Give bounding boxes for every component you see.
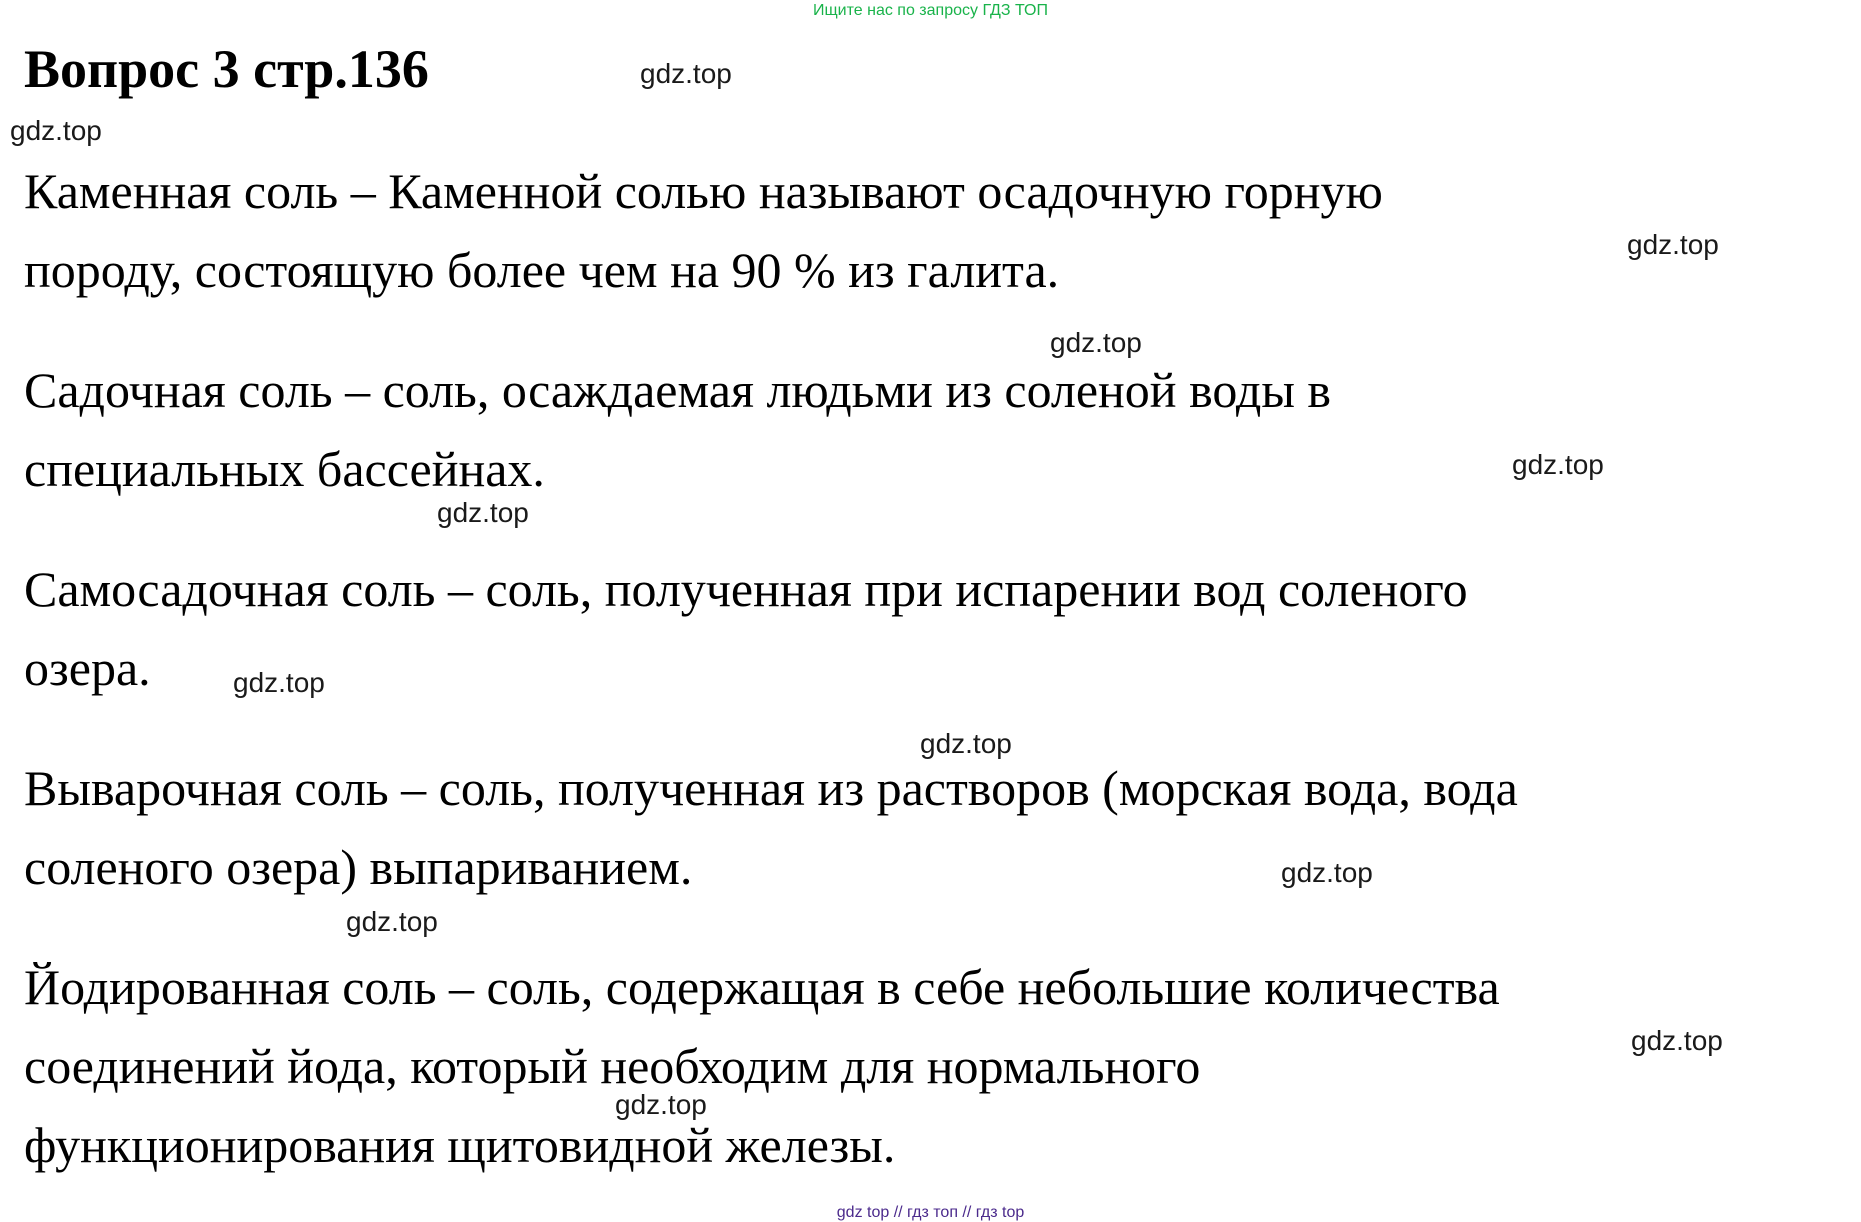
paragraph-iodized-salt [24,948,1500,1185]
paragraph-line: породу, состоящую более чем на 90 % из галита. [24,242,1060,298]
watermark: gdz.top [1050,327,1142,358]
footer-links[interactable]: gdz top // гдз топ // гдз top [836,1204,1025,1221]
watermark: gdz.top [920,728,1012,759]
watermark: gdz.top [1512,449,1604,480]
watermark: gdz.top [346,906,438,937]
page-title: Вопрос 3 стр.136 [24,39,429,99]
paragraph-line: соединений йода, который необходим для нормального [24,1038,1201,1094]
paragraph-line: специальных бассейнах. [24,441,545,497]
search-hint: Ищите нас по запросу ГДЗ ТОП [813,2,1048,19]
paragraph-rock-salt [24,152,1383,310]
paragraph-line: Йодированная соль – соль, содержащая в себе небольшие количества [24,959,1500,1015]
paragraph-line: Садочная соль – соль, осаждаемая людьми из соленой воды в [24,362,1332,418]
paragraph-line: Выварочная соль – соль, полученная из растворов (морская вода, вода [24,760,1518,816]
paragraph-line: озера. [24,640,151,696]
watermark: gdz.top [640,58,732,89]
paragraph-line: Самосадочная соль – соль, полученная при испарении вод соленого [24,561,1468,617]
watermark: gdz.top [615,1089,707,1120]
paragraph-line: соленого озера) выпариванием. [24,839,693,895]
watermark: gdz.top [233,667,325,698]
watermark: gdz.top [1281,857,1373,888]
watermark: gdz.top [1627,229,1719,260]
paragraph-line: функционирования щитовидной железы. [24,1117,896,1173]
watermark: gdz.top [10,115,102,146]
watermark: gdz.top [1631,1025,1723,1056]
paragraph-line: Каменная соль – Каменной солью называют осадочную горную [24,163,1383,219]
paragraph-sadochnaya-salt [24,351,1331,509]
watermark: gdz.top [437,497,529,528]
